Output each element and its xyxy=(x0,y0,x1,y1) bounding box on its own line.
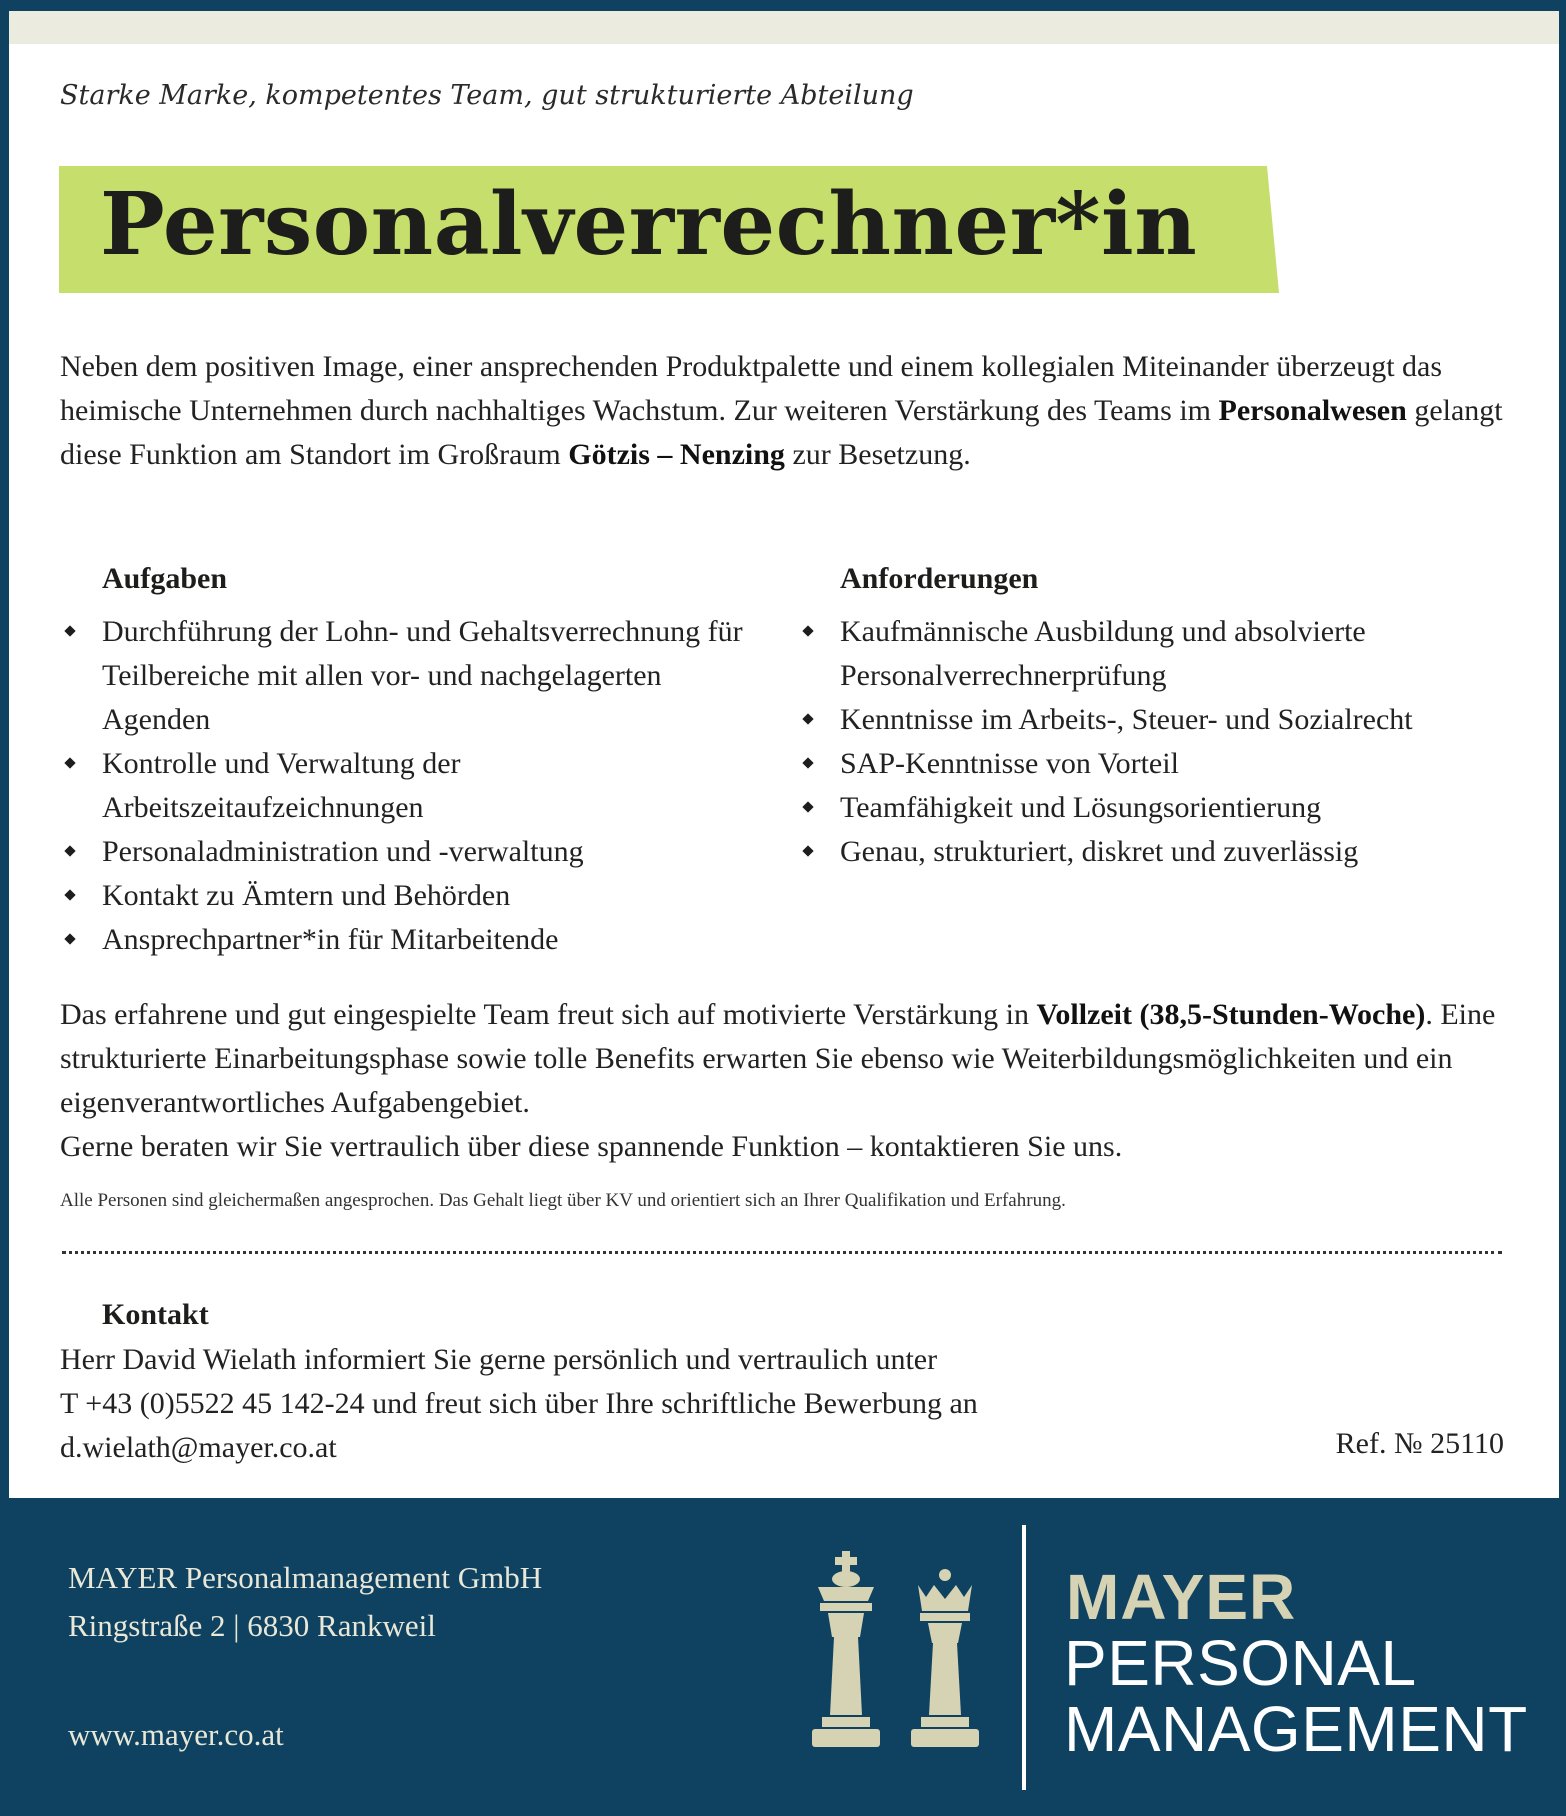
kontakt-line-1: Herr David Wielath informiert Sie gerne persönlich und vertraulich unter xyxy=(60,1343,938,1376)
anforderungen-list xyxy=(798,610,1518,874)
list-item-text: Durchführung der Lohn- und Gehaltsverrechnung für Teilbereiche mit allen vor- und nachgelagerten Agenden xyxy=(102,615,743,736)
bullet-diamond-icon xyxy=(802,625,813,636)
chess-king-and-queen-icon xyxy=(798,1545,990,1750)
list-item-text: Kenntnisse im Arbeits-, Steuer- und Sozialrecht xyxy=(840,703,1413,736)
list-item xyxy=(60,918,760,962)
list-item-text: Genau, strukturiert, diskret und zuverlässig xyxy=(840,835,1359,868)
kontakt-heading: Kontakt xyxy=(102,1298,209,1331)
intro-text-3: zur Besetzung. xyxy=(784,438,971,471)
list-item-text: Ansprechpartner*in für Mitarbeitende xyxy=(102,923,559,956)
kontakt-text xyxy=(60,1338,1210,1470)
list-item xyxy=(60,830,760,874)
closing-text-1: Das erfahrene und gut eingespielte Team freut sich auf motivierte Verstärkung in xyxy=(60,998,1037,1031)
bullet-diamond-icon xyxy=(802,757,813,768)
intro-bold-location: Götzis – Nenzing xyxy=(568,438,785,471)
bullet-diamond-icon xyxy=(64,757,75,768)
list-item-text: Kontakt zu Ämtern und Behörden xyxy=(102,879,511,912)
list-item xyxy=(798,786,1518,830)
closing-bold-hours: Vollzeit (38,5-Stunden-Woche) xyxy=(1036,998,1426,1031)
footer-website-link[interactable]: www.mayer.co.at xyxy=(68,1717,284,1752)
aufgaben-list xyxy=(60,610,760,962)
list-item-text: SAP-Kenntnisse von Vorteil xyxy=(840,747,1179,780)
kontakt-email-link[interactable]: d.wielath@mayer.co.at xyxy=(60,1431,337,1464)
job-title: Personalverrechner*in xyxy=(100,174,1198,275)
list-item-text: Kontrolle und Verwaltung der Arbeitszeitaufzeichnungen xyxy=(102,747,461,824)
bullet-diamond-icon xyxy=(64,625,75,636)
aufgaben-heading: Aufgaben xyxy=(102,562,228,595)
brand-logo-mayer: MAYER xyxy=(1066,1561,1297,1633)
list-item xyxy=(798,742,1518,786)
top-band xyxy=(9,11,1559,44)
dotted-divider xyxy=(62,1251,1502,1254)
intro-bold-department: Personalwesen xyxy=(1218,394,1407,427)
closing-paragraph xyxy=(60,993,1520,1169)
list-item xyxy=(798,610,1518,698)
list-item-text: Kaufmännische Ausbildung und absolvierte Personalverrechnerprüfung xyxy=(840,615,1366,692)
list-item xyxy=(60,610,760,742)
bullet-diamond-icon xyxy=(802,713,813,724)
brand-logo-management: MANAGEMENT xyxy=(1064,1693,1528,1765)
bullet-diamond-icon xyxy=(64,933,75,944)
brand-logo-personal: PERSONAL xyxy=(1064,1627,1417,1699)
intro-paragraph xyxy=(60,345,1510,477)
intro-text-2: gelangt diese Funktion am Standort im Großraum xyxy=(60,394,1503,471)
list-item-text: Personaladministration und -verwaltung xyxy=(102,835,584,868)
list-item xyxy=(60,874,760,918)
footer-company: MAYER Personalmanagement GmbH xyxy=(68,1560,543,1595)
closing-text-2: . Eine strukturierte Einarbeitungsphase sowie tolle Benefits erwarten Sie ebenso wie Weiterbildungsmöglichkeiten und ein eigenverantwortliches Aufgabengebiet. xyxy=(60,998,1496,1119)
bullet-diamond-icon xyxy=(64,845,75,856)
bullet-diamond-icon xyxy=(802,845,813,856)
footer-address: Ringstraße 2 | 6830 Rankweil xyxy=(68,1608,436,1643)
legal-note: Alle Personen sind gleichermaßen angesprochen. Das Gehalt liegt über KV und orientiert sich an Ihrer Qualifikation und Erfahrung. xyxy=(60,1190,1066,1211)
anforderungen-heading: Anforderungen xyxy=(840,562,1039,595)
kontakt-line-2: T +43 (0)5522 45 142-24 und freut sich über Ihre schriftliche Bewerbung an xyxy=(60,1387,978,1420)
list-item xyxy=(798,698,1518,742)
list-item xyxy=(798,830,1518,874)
tagline: Starke Marke, kompetentes Team, gut strukturierte Abteilung xyxy=(60,80,914,111)
list-item-text: Teamfähigkeit und Lösungsorientierung xyxy=(840,791,1322,824)
bullet-diamond-icon xyxy=(802,801,813,812)
reference-number: Ref. № 25110 xyxy=(1335,1427,1504,1460)
list-item xyxy=(60,742,760,830)
closing-text-3: Gerne beraten wir Sie vertraulich über diese spannende Funktion – kontaktieren Sie uns. xyxy=(60,1130,1123,1163)
footer-vertical-divider xyxy=(1022,1525,1026,1790)
bullet-diamond-icon xyxy=(64,889,75,900)
intro-text-1: Neben dem positiven Image, einer ansprechenden Produktpalette und einem kollegialen Miteinander überzeugt das heimische Unternehmen durch nachhaltiges Wachstum. Zur weiteren Verstärkung des Teams im xyxy=(60,350,1443,427)
